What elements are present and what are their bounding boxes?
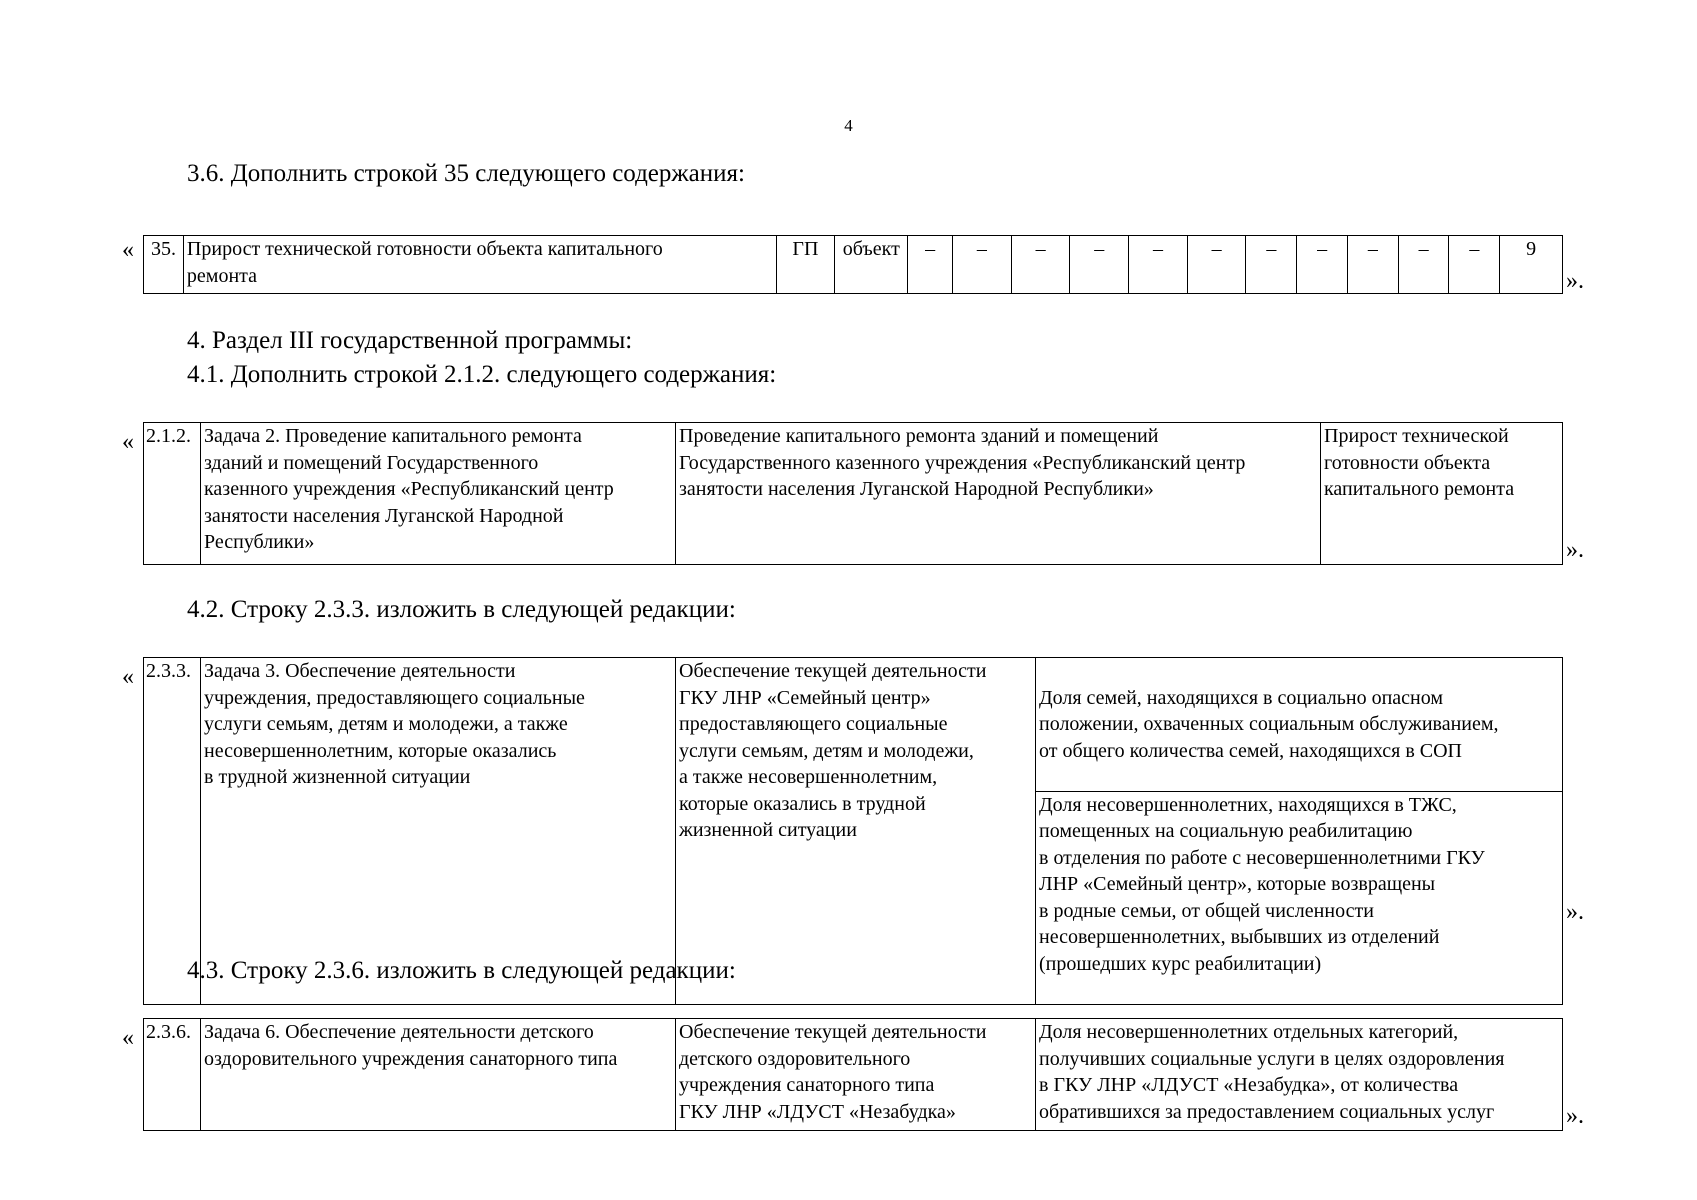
value-cell: –	[1011, 236, 1070, 294]
value-cell: –	[1449, 236, 1500, 294]
heading-4-3: 4.3. Строку 2.3.6. изложить в следующей редакции:	[187, 957, 736, 984]
quote-close: ».	[1566, 537, 1584, 563]
indicator-cell: Доля несовершеннолетних отдельных категорий, получивших социальные услуги в целях оздоровления в ГКУ ЛНР «ЛДУСТ «Незабудка», от количества обратившихся за предоставлением социальных услуг	[1036, 1019, 1563, 1131]
table-row	[144, 236, 1563, 294]
quote-open: «	[122, 429, 134, 455]
value-cell: –	[1398, 236, 1449, 294]
table-row	[144, 423, 1563, 565]
activity-cell: Проведение капитального ремонта зданий и помещений Государственного казенного учреждения «Республиканский центр занятости населения Луганской Народной Республики»	[676, 423, 1321, 565]
heading-4-2: 4.2. Строку 2.3.3. изложить в следующей редакции:	[187, 596, 736, 623]
value-cell: –	[1187, 236, 1246, 294]
value-cell: 9	[1500, 236, 1563, 294]
value-cell: –	[1246, 236, 1297, 294]
activity-cell: Обеспечение текущей деятельности ГКУ ЛНР «Семейный центр» предоставляющего социальные услуги семьям, детям и молодежи, а также несовершеннолетним, которые оказались в трудной жизненной ситуации	[676, 658, 1036, 1005]
value-cell: –	[1129, 236, 1188, 294]
table-row-35	[143, 235, 1563, 294]
value-cell: –	[908, 236, 953, 294]
task-cell: Задача 2. Проведение капитального ремонта зданий и помещений Государственного казенного учреждения «Республиканский центр занятости населения Луганской Народной Республики»	[201, 423, 676, 565]
task-cell: Задача 3. Обеспечение деятельности учреждения, предоставляющего социальные услуги семьям, детям и молодежи, а также несовершеннолетним, которые оказались в трудной жизненной ситуации	[201, 658, 676, 1005]
row-number: 2.3.6.	[144, 1019, 201, 1131]
table-row	[144, 658, 1563, 1005]
quote-close: ».	[1566, 268, 1584, 294]
heading-4-1: 4.1. Дополнить строкой 2.1.2. следующего содержания:	[187, 361, 777, 388]
table-row-2-1-2	[143, 422, 1563, 565]
table-row-2-3-6	[143, 1018, 1563, 1131]
value-cell: –	[953, 236, 1012, 294]
table-row-2-3-3	[143, 657, 1563, 1005]
value-cell: –	[1347, 236, 1398, 294]
quote-open: «	[122, 237, 134, 263]
unit: объект	[835, 236, 908, 294]
quote-close: ».	[1566, 1103, 1584, 1129]
page-number: 4	[844, 116, 853, 135]
value-cell: –	[1297, 236, 1348, 294]
quote-open: «	[122, 1025, 134, 1051]
heading-section-4: 4. Раздел III государственной программы:	[187, 327, 633, 354]
row-number: 35.	[144, 236, 184, 294]
heading-3-6: 3.6. Дополнить строкой 35 следующего содержания:	[187, 160, 745, 187]
row-number: 2.1.2.	[144, 423, 201, 565]
task-cell: Задача 6. Обеспечение деятельности детского оздоровительного учреждения санаторного типа	[201, 1019, 676, 1131]
quote-open: «	[122, 664, 134, 690]
indicator-cell: Доля несовершеннолетних, находящихся в ТЖС, помещенных на социальную реабилитацию в отделения по работе с несовершеннолетними ГКУ ЛНР «Семейный центр», которые возвращены в родные семьи, от общей численности несовершеннолетних, выбывших из отделений (прошедших курс реабилитации)	[1036, 791, 1562, 978]
indicator-name: Прирост технической готовности объекта капитального ремонта	[183, 236, 776, 294]
indicator-cell: Прирост технической готовности объекта капитального ремонта	[1321, 423, 1563, 565]
table-row	[144, 1019, 1563, 1131]
indicator-type: ГП	[776, 236, 835, 294]
indicators-cell	[1036, 658, 1563, 1005]
activity-cell: Обеспечение текущей деятельности детского оздоровительного учреждения санаторного типа ГКУ ЛНР «ЛДУСТ «Незабудка»	[676, 1019, 1036, 1131]
value-cell: –	[1070, 236, 1129, 294]
indicator-cell: Доля семей, находящихся в социально опасном положении, охваченных социальным обслуживанием, от общего количества семей, находящихся в СОП	[1039, 686, 1499, 762]
row-number: 2.3.3.	[144, 658, 201, 1005]
quote-close: ».	[1566, 899, 1584, 925]
